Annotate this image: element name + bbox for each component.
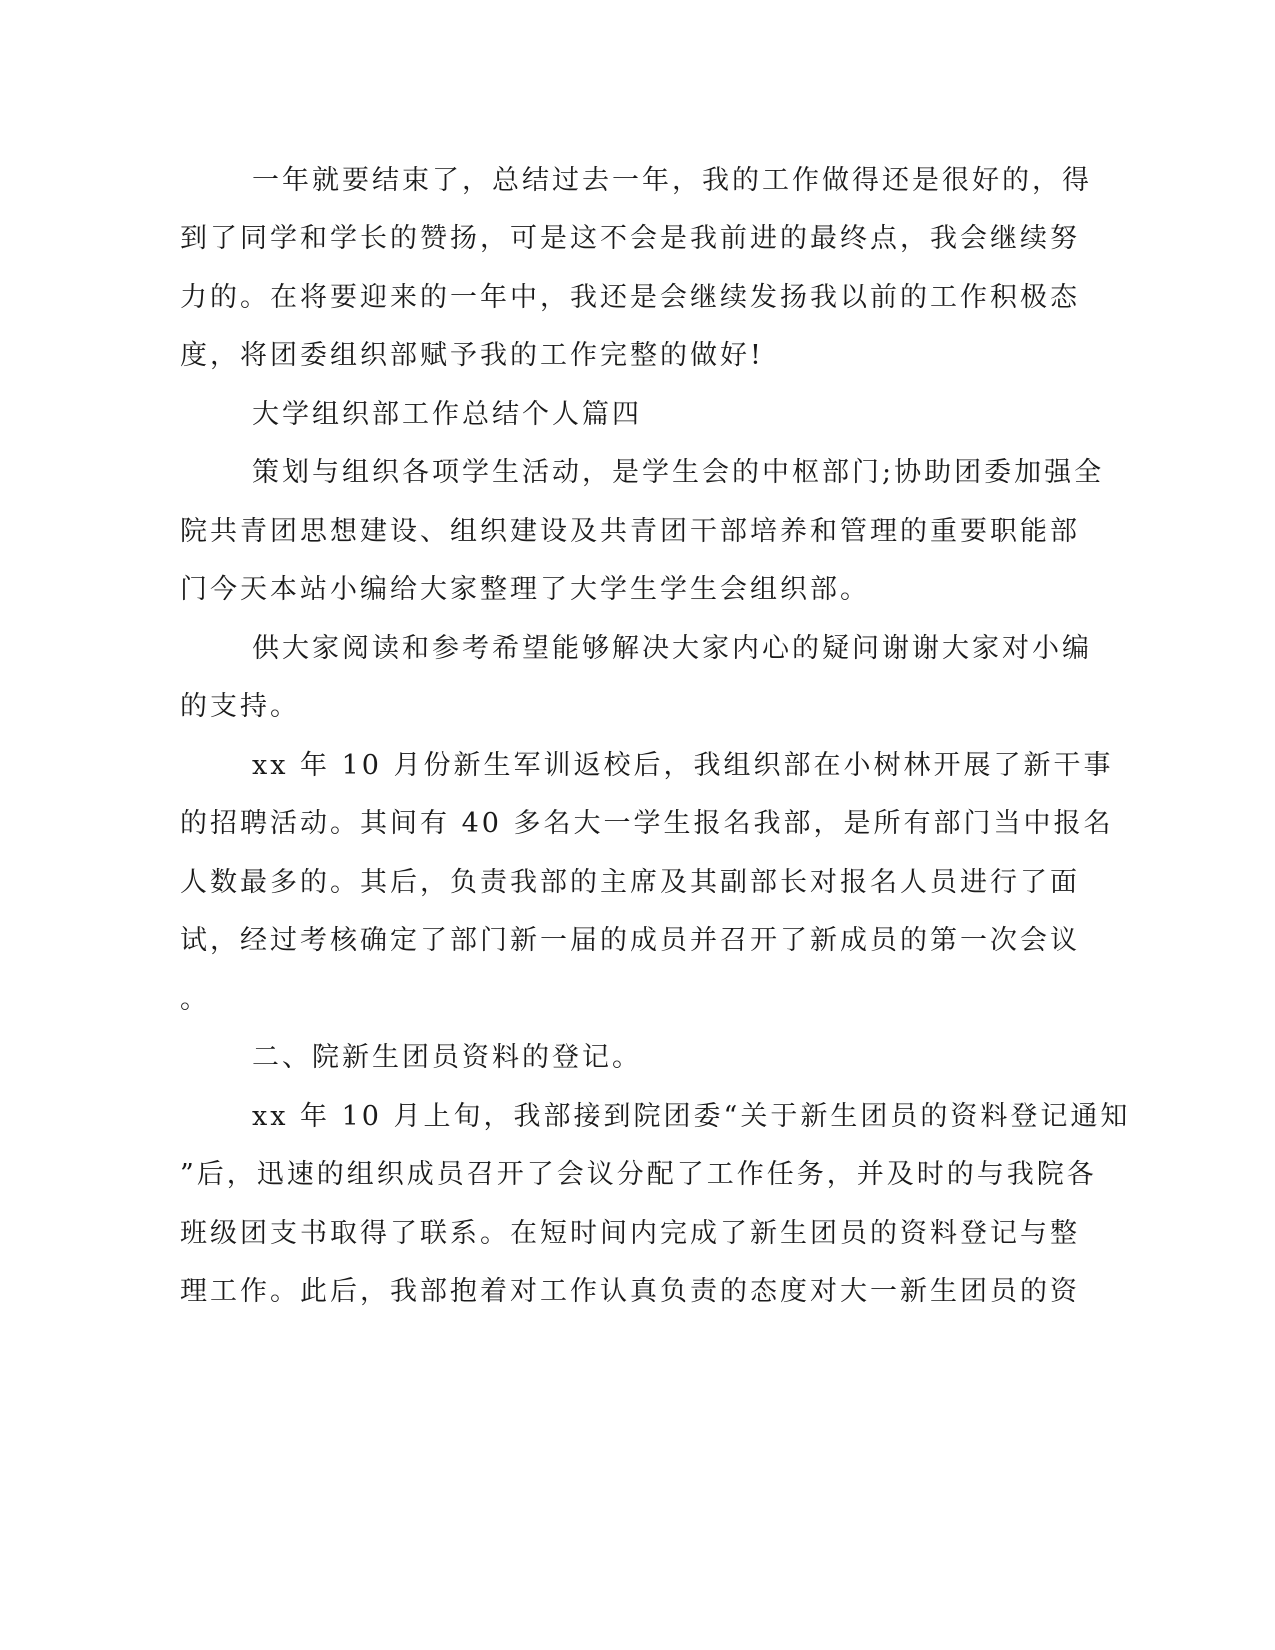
text-line: 门今天本站小编给大家整理了大学生学生会组织部。 bbox=[180, 574, 870, 605]
text-line: 人数最多的。其后，负责我部的主席及其副部长对报名人员进行了面 bbox=[180, 867, 1080, 898]
text-line: xx 年 10 月份新生军训返校后，我组织部在小树林开展了新干事 bbox=[252, 750, 1114, 781]
text-line: 策划与组织各项学生活动，是学生会的中枢部门;协助团委加强全 bbox=[252, 457, 1105, 488]
text-line: 供大家阅读和参考希望能够解决大家内心的疑问谢谢大家对小编 bbox=[252, 633, 1092, 664]
text-line: ”后，迅速的组织成员召开了会议分配了工作任务，并及时的与我院各 bbox=[180, 1159, 1097, 1190]
section-heading: 大学组织部工作总结个人篇四 bbox=[252, 399, 642, 430]
text-line: 度，将团委组织部赋予我的工作完整的做好! bbox=[180, 340, 764, 371]
text-line: 一年就要结束了，总结过去一年，我的工作做得还是很好的，得 bbox=[252, 165, 1092, 196]
text-line: 力的。在将要迎来的一年中，我还是会继续发扬我以前的工作积极态 bbox=[180, 282, 1080, 313]
text-line: 院共青团思想建设、组织建设及共青团干部培养和管理的重要职能部 bbox=[180, 516, 1080, 547]
text-line: 班级团支书取得了联系。在短时间内完成了新生团员的资料登记与整 bbox=[180, 1218, 1080, 1249]
text-line: 到了同学和学长的赞扬，可是这不会是我前进的最终点，我会继续努 bbox=[180, 223, 1080, 254]
text-line: 的支持。 bbox=[180, 691, 300, 722]
section-heading: 二、院新生团员资料的登记。 bbox=[252, 1042, 642, 1073]
text-line: 的招聘活动。其间有 40 多名大一学生报名我部，是所有部门当中报名 bbox=[180, 808, 1114, 839]
text-line: 试，经过考核确定了部门新一届的成员并召开了新成员的第一次会议 bbox=[180, 925, 1080, 956]
text-line: 。 bbox=[180, 984, 210, 1015]
text-line: xx 年 10 月上旬，我部接到院团委“关于新生团员的资料登记通知 bbox=[252, 1101, 1131, 1132]
text-line: 理工作。此后，我部抱着对工作认真负责的态度对大一新生团员的资 bbox=[180, 1276, 1080, 1307]
